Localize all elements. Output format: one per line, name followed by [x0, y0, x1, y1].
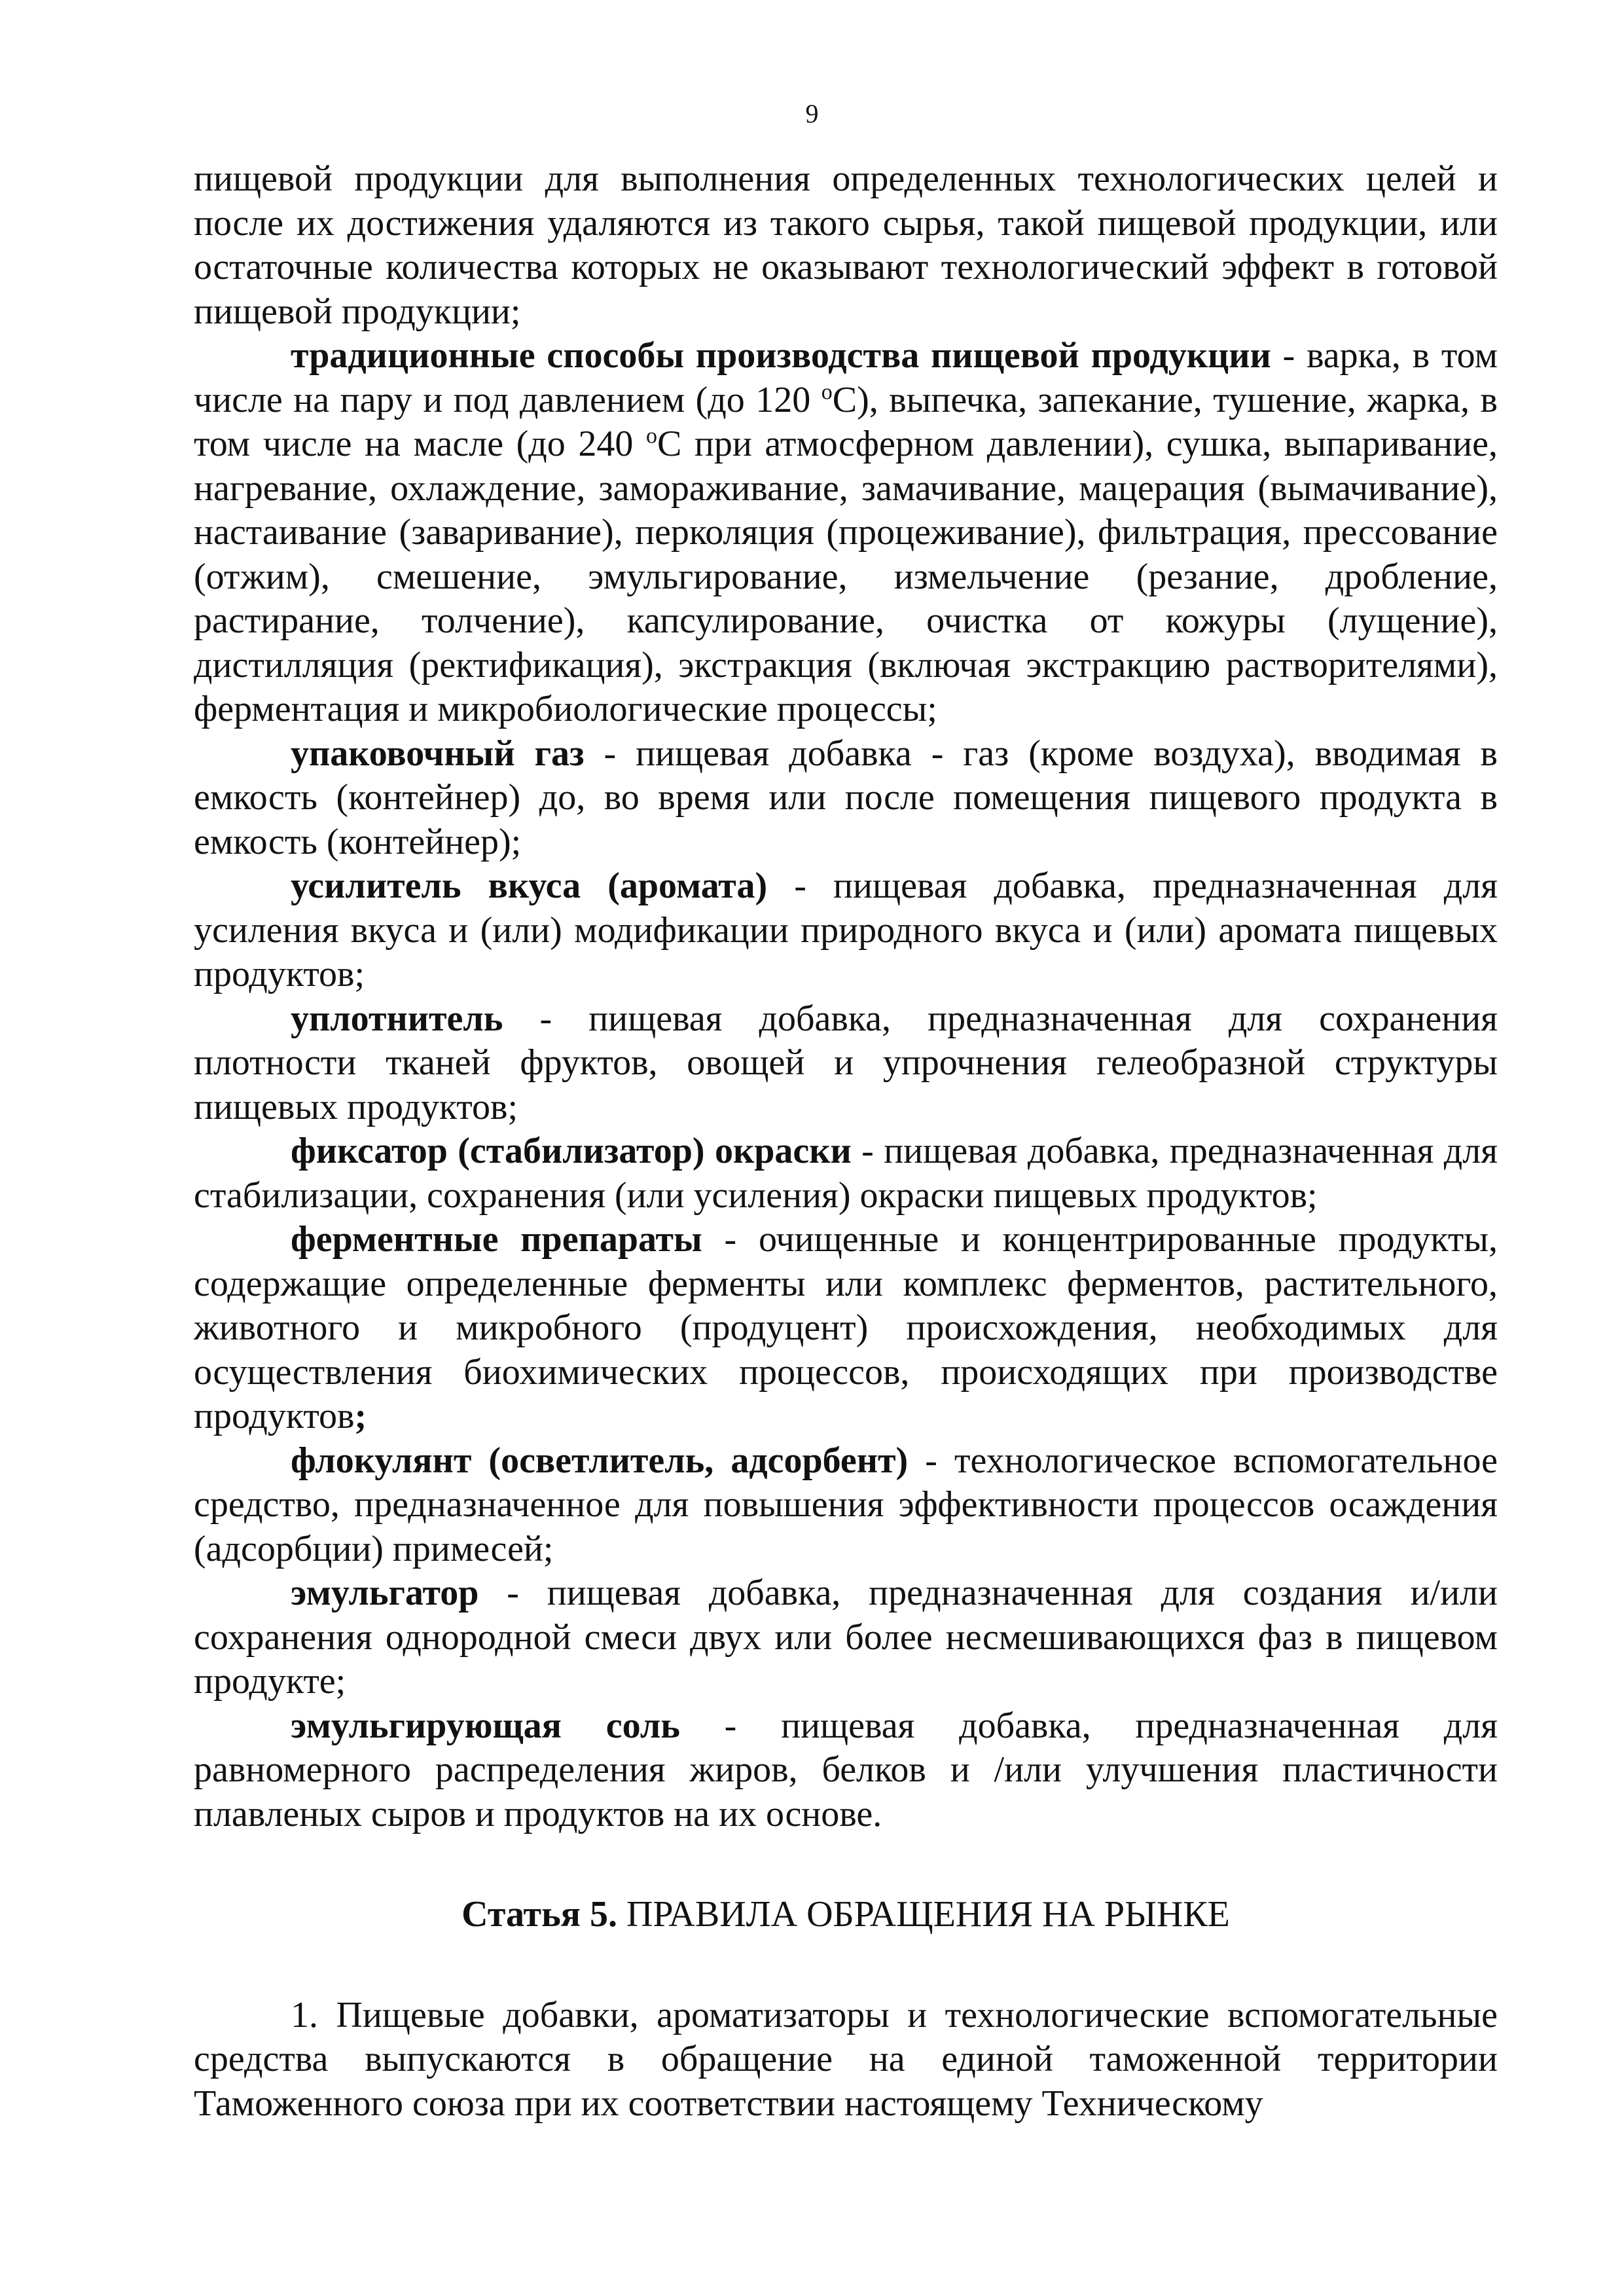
definition-term: традиционные способы производства пищевой продукции	[291, 335, 1271, 376]
definition-text: - пищевая добавка, предназначенная для усиления вкуса и (или) модификации природного вкуса и (или) аромата пищевых продуктов;	[194, 866, 1498, 994]
definition-text: С при атмосферном давлении), сушка, выпаривание, нагревание, охлаждение, замораживание, замачивание, мацерация (вымачивание), настаивание (заваривание), перколяция (процеживание), фильтрация, прессование (отжим), смешение, эмульгирование, измельчение (резание, дробление, растирание, толчение), капсулирование, очистка от кожуры (лущение), дистилляция (ректификация), экстракция (включая экстракцию растворителями), ферментация и микробиологические процессы;	[194, 424, 1498, 729]
article-title: ПРАВИЛА ОБРАЩЕНИЯ НА РЫНКЕ	[617, 1894, 1230, 1935]
definition-packaging-gas	[194, 732, 1498, 865]
definition-text: - пищевая добавка, предназначенная для стабилизации, сохранения (или усиления) окраски пищевых продуктов;	[194, 1131, 1498, 1216]
definition-term: фиксатор (стабилизатор) окраски	[291, 1131, 852, 1171]
definition-term: эмульгатор	[291, 1573, 479, 1613]
document-body	[194, 157, 1498, 2126]
definition-text: - очищенные и концентрированные продукты, содержащие определенные ферменты или комплекс ферментов, растительного, животного и микробного (продуцент) происхождения, необходимых для осуществления биохимических процессов, происходящих при производстве продуктов	[194, 1219, 1498, 1436]
intro-paragraph: пищевой продукции для выполнения определенных технологических целей и после их достижения удаляются из такого сырья, такой пищевой продукции, или остаточные количества которых не оказывают технологический эффект в готовой пищевой продукции;	[194, 158, 1498, 332]
definition-term: флокулянт (осветлитель, адсорбент)	[291, 1440, 909, 1481]
definition-tail: ;	[354, 1396, 367, 1436]
definition-text: - технологическое вспомогательное средство, предназначенное для повышения эффективности процессов осаждения (адсорбции) примесей;	[194, 1440, 1498, 1569]
article-paragraph-1: 1. Пищевые добавки, ароматизаторы и технологические вспомогательные средства выпускаются в обращение на единой таможенной территории Таможенного союза при их соответствии настоящему Техническому	[194, 1994, 1498, 2124]
article-heading	[194, 1893, 1498, 1937]
definition-text: С), выпечка, запекание, тушение, жарка, в том числе на масле (до 240	[194, 379, 1498, 464]
definition-color-stabilizer	[194, 1129, 1498, 1218]
definition-term: уплотнитель	[291, 998, 503, 1039]
definition-flocculant	[194, 1439, 1498, 1572]
definition-enzyme-preparations	[194, 1218, 1498, 1439]
degree-sign: о	[645, 424, 657, 448]
definition-text: - варка, в том числе на пару и под давлением (до 120	[194, 335, 1498, 420]
definition-term: эмульгирующая соль	[291, 1705, 680, 1746]
definition-term: усилитель вкуса (аромата)	[291, 866, 768, 906]
definition-term: упаковочный газ	[291, 733, 585, 774]
definition-term: ферментные препараты	[291, 1219, 702, 1260]
article-label: Статья 5.	[461, 1894, 617, 1935]
degree-sign: о	[821, 379, 833, 404]
definition-flavor-enhancer	[194, 864, 1498, 997]
definition-text: - пищевая добавка, предназначенная для создания и/или сохранения однородной смеси двух или более несмешивающихся фаз в пищевом продукте;	[194, 1573, 1498, 1702]
page-number: 9	[805, 99, 819, 128]
definition-traditional-methods	[194, 334, 1498, 732]
definition-emulsifier	[194, 1571, 1498, 1704]
definition-text: - пищевая добавка - газ (кроме воздуха), вводимая в емкость (контейнер) до, во время или после помещения пищевого продукта в емкость (контейнер);	[194, 733, 1498, 862]
definition-text: - пищевая добавка, предназначенная для равномерного распределения жиров, белков и /или улучшения пластичности плавленых сыров и продуктов на их основе.	[194, 1705, 1498, 1834]
definition-firming-agent	[194, 997, 1498, 1130]
definition-emulsifying-salt	[194, 1704, 1498, 1837]
definition-text: - пищевая добавка, предназначенная для сохранения плотности тканей фруктов, овощей и упрочнения гелеобразной структуры пищевых продуктов;	[194, 998, 1498, 1127]
